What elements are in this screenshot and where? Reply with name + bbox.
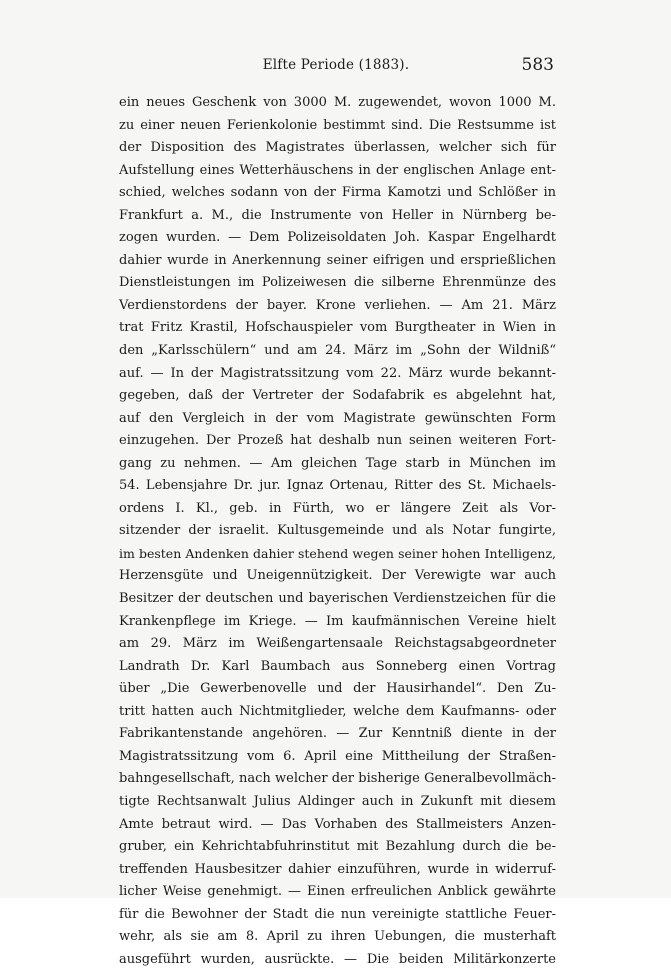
text-line: schied, welches sodann von der Firma Kamotzi und Schlößer in [119, 185, 556, 201]
text-line: auf den Vergleich in der vom Magistrate gewünschten Form [119, 410, 556, 426]
text-line: gruber, ein Kehrichtabfuhrinstitut mit Bezahlung durch die be- [119, 839, 556, 855]
running-head: Elfte Periode (1883). [262, 57, 410, 73]
text-line: treffenden Hausbesitzer dahier einzuführen, wurde in widerruf- [119, 861, 556, 877]
text-line: ein neues Geschenk von 3000 M. zugewendet, wovon 1000 M. [119, 95, 556, 110]
text-line: über „Die Gewerbenovelle und der Hausirhandel“. Den Zu- [119, 681, 556, 697]
text-line: Besitzer der deutschen und bayerischen Verdienstzeichen für die [119, 591, 556, 607]
text-line: im besten Andenken dahier stehend wegen seiner hohen Intelligenz, [119, 545, 556, 561]
text-line: auf. — In der Magistratssitzung vom 22. März wurde bekannt- [119, 365, 556, 381]
text-line: Frankfurt a. M., die Instrumente von Heller in Nürnberg be- [119, 207, 556, 223]
text-line: gang zu nehmen. — Am gleichen Tage starb in München im [119, 455, 556, 471]
page-header [118, 57, 554, 79]
text-line: Verdienstordens der bayer. Krone verliehen. — Am 21. März [119, 297, 556, 313]
text-line: Landrath Dr. Karl Baumbach aus Sonneberg einen Vortrag [119, 658, 556, 674]
text-line: bahngesellschaft, nach welcher der bisherige Generalbevollmäch- [119, 771, 556, 787]
text-line: 54. Lebensjahre Dr. jur. Ignaz Ortenau, Ritter des St. Michaels- [119, 478, 556, 494]
text-line: gegeben, daß der Vertreter der Sodafabrik es abgelehnt hat, [119, 388, 556, 404]
text-line: den „Karlsschülern“ und am 24. März im „Sohn der Wildniß“ [119, 343, 556, 359]
text-line: Magistratssitzung vom 6. April eine Mittheilung der Straßen- [119, 748, 556, 764]
text-line: tigte Rechtsanwalt Julius Aldinger auch in Zukunft mit diesem [119, 793, 556, 809]
text-line: ausgeführt wurden, ausrückte. — Die beiden Militärkonzerte [119, 951, 556, 967]
text-line: licher Weise genehmigt. — Einen erfreulichen Anblick gewährte [119, 884, 556, 900]
text-line: Amte betraut wird. — Das Vorhaben des Stallmeisters Anzen- [119, 816, 556, 832]
text-line: ordens I. Kl., geb. in Fürth, wo er längere Zeit als Vor- [119, 500, 556, 516]
text-line: Fabrikantenstande angehören. — Zur Kenntniß diente in der [119, 726, 556, 742]
text-line: wehr, als sie am 8. April zu ihren Uebungen, die musterhaft [119, 929, 556, 945]
text-line: zogen wurden. — Dem Polizeisoldaten Joh. Kaspar Engelhardt [119, 230, 556, 246]
body-text [119, 92, 556, 971]
text-line: zu einer neuen Ferienkolonie bestimmt sind. Die Restsumme ist [119, 117, 556, 133]
text-line: sitzender der israelit. Kultusgemeinde und als Notar fungirte, [119, 523, 556, 539]
text-line: für die Bewohner der Stadt die nun vereinigte stattliche Feuer- [119, 906, 556, 922]
text-line: der Disposition des Magistrates überlassen, welcher sich für [119, 140, 556, 156]
text-line: Herzensgüte und Uneigennützigkeit. Der Verewigte war auch [119, 568, 556, 584]
text-line: tritt hatten auch Nichtmitglieder, welche dem Kaufmanns- oder [119, 703, 556, 719]
text-line: Krankenpflege im Kriege. — Im kaufmännischen Vereine hielt [119, 613, 556, 629]
text-line: einzugehen. Der Prozeß hat deshalb nun seinen weiteren Fort- [119, 433, 556, 449]
text-line: Dienstleistungen im Polizeiwesen die silberne Ehrenmünze des [119, 275, 556, 291]
text-line: trat Fritz Krastil, Hofschauspieler vom Burgtheater in Wien in [119, 320, 556, 336]
text-line: am 29. März im Weißengartensaale Reichstagsabgeordneter [119, 636, 556, 652]
page-number: 583 [521, 55, 554, 75]
text-line: Aufstellung eines Wetterhäuschens in der englischen Anlage ent- [119, 162, 556, 178]
text-line: dahier wurde in Anerkennung seiner eifrigen und ersprießlichen [119, 252, 556, 268]
